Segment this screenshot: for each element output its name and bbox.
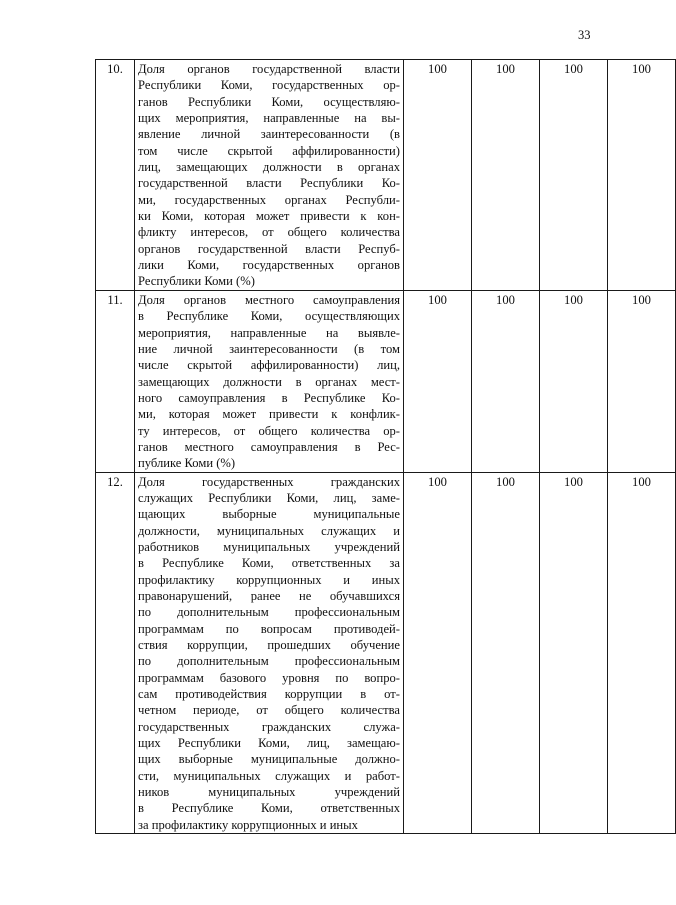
value-cell: 100: [404, 60, 472, 291]
description-line: ников муниципальных учреждений: [138, 785, 400, 800]
description-line: мероприятия, направленные на выявле-: [138, 325, 400, 340]
description-line: ствия коррупции, прошедших обучение: [138, 638, 400, 653]
description-line: ту интересов, от общего количества ор-: [138, 423, 400, 438]
description-line: Доля государственных гражданских: [138, 474, 400, 489]
description-line: органов государственной власти Респуб-: [138, 241, 400, 256]
value-cell: 100: [540, 60, 608, 291]
description-line: работников муниципальных учреждений: [138, 539, 400, 554]
row-number: 10.: [96, 60, 135, 291]
description-line: Республики Коми (%): [138, 274, 255, 289]
description-line: ганов Республики Коми, осуществляю-: [138, 94, 400, 109]
description-line: программам базового уровня по вопро-: [138, 670, 400, 685]
description-line: Доля органов государственной власти: [138, 62, 400, 76]
description-line: щих мероприятия, направленные на вы-: [138, 111, 400, 126]
indicator-table: [95, 59, 676, 834]
value-cell: 100: [608, 290, 676, 472]
description-line: Республики Коми, государственных ор-: [138, 78, 400, 93]
description-line: замещающих должности в органах мест-: [138, 374, 400, 389]
description-line: четном периоде, от общего количества: [138, 703, 400, 718]
description-line: профилактику коррупционных и иных: [138, 572, 400, 587]
description-line: государственной власти Республики Ко-: [138, 176, 400, 191]
description-line: по дополнительным профессиональным: [138, 605, 400, 620]
description-line: том числе скрытой аффилированности): [138, 143, 400, 158]
value-cell: 100: [472, 472, 540, 834]
description-line: ми, государственных органах Республи-: [138, 192, 400, 207]
table-row: [96, 60, 676, 291]
description-line: щих Республики Коми, лиц, замещаю-: [138, 736, 400, 751]
description-line: числе скрытой аффилированности) лиц,: [138, 358, 400, 373]
page-number: 33: [578, 28, 591, 42]
description-line: за профилактику коррупционных и иных: [138, 817, 358, 832]
value-cell: 100: [608, 60, 676, 291]
description-line: лики Коми, государственных органов: [138, 258, 400, 273]
description-line: сам противодействия коррупции в от-: [138, 687, 400, 702]
description-line: ганов местного самоуправления в Рес-: [138, 439, 400, 454]
description-line: в Республике Коми, ответственных: [138, 801, 400, 816]
table-row: [96, 290, 676, 472]
description-line: сти, муниципальных служащих и работ-: [138, 768, 400, 783]
description-line: служащих Республики Коми, лиц, заме-: [138, 490, 400, 505]
description-lines: [138, 474, 400, 834]
description-line: публике Коми (%): [138, 456, 236, 471]
description-line: щих выборные муниципальные должно-: [138, 752, 400, 767]
description-line: явление личной заинтересованности (в: [138, 127, 400, 142]
description-line: Доля органов местного самоуправления: [138, 292, 400, 307]
row-number: 12.: [96, 472, 135, 834]
indicator-description: [135, 290, 404, 472]
value-cell: 100: [472, 290, 540, 472]
description-line: лиц, замещающих должности в органах: [138, 160, 400, 175]
description-line: программам по вопросам противодей-: [138, 621, 400, 636]
value-cell: 100: [472, 60, 540, 291]
table-row: [96, 472, 676, 834]
description-lines: [138, 61, 400, 290]
row-number: 11.: [96, 290, 135, 472]
description-line: щающих выборные муниципальные: [138, 507, 400, 522]
description-line: государственных гражданских служа-: [138, 719, 400, 734]
description-line: ного самоуправления в Республике Ко-: [138, 390, 400, 405]
description-line: ние личной заинтересованности (в том: [138, 341, 400, 356]
value-cell: 100: [540, 290, 608, 472]
description-line: в Республике Коми, ответственных за: [138, 556, 400, 571]
value-cell: 100: [608, 472, 676, 834]
value-cell: 100: [540, 472, 608, 834]
value-cell: 100: [404, 472, 472, 834]
description-line: должности, муниципальных служащих и: [138, 523, 400, 538]
description-line: по дополнительным профессиональным: [138, 654, 400, 669]
description-line: ки Коми, которая может привести к кон-: [138, 209, 400, 224]
description-line: фликту интересов, от общего количества: [138, 225, 400, 240]
value-cell: 100: [404, 290, 472, 472]
indicator-description: [135, 60, 404, 291]
description-line: правонарушений, ранее не обучавшихся: [138, 589, 400, 603]
description-line: ми, которая может привести к конфлик-: [138, 407, 400, 422]
description-line: в Республике Коми, осуществляющих: [138, 309, 400, 324]
description-lines: [138, 292, 400, 472]
indicator-description: [135, 472, 404, 834]
